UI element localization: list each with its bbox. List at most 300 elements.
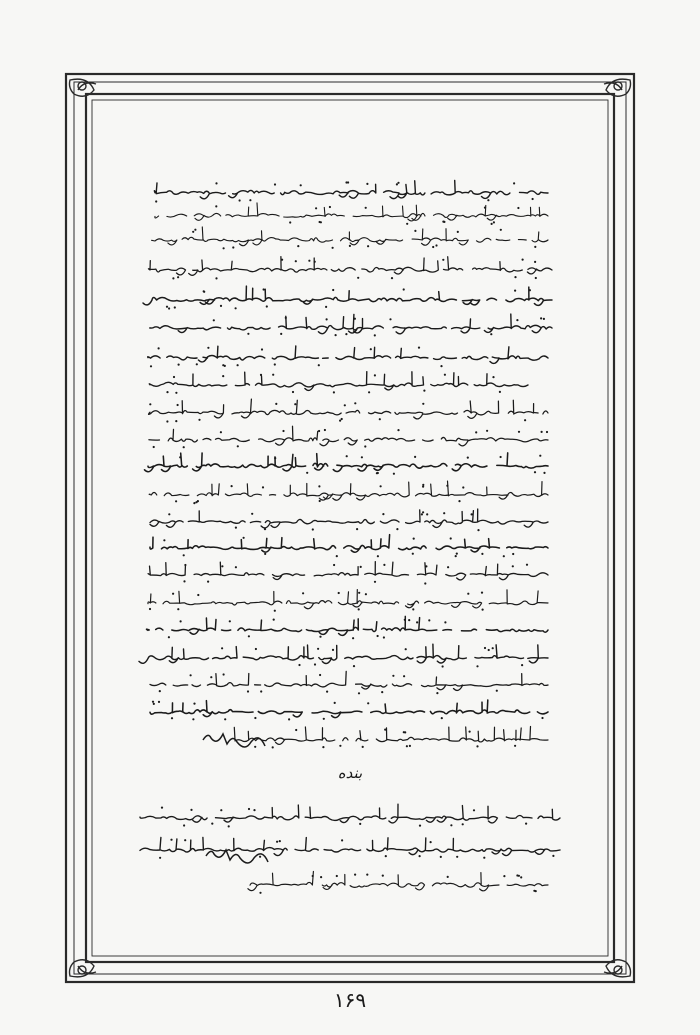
ink-dot (243, 537, 245, 539)
ink-dot (405, 648, 407, 650)
handwritten-line (148, 257, 552, 280)
ink-dot (294, 403, 296, 405)
ink-dot (177, 404, 179, 406)
ink-dot (295, 260, 297, 262)
ink-dot (308, 260, 310, 262)
handwritten-line (148, 346, 548, 367)
handwritten-line (149, 372, 528, 394)
ink-dot (318, 485, 320, 487)
ink-dot (183, 446, 185, 448)
ink-dot (447, 876, 449, 878)
ink-dot (500, 456, 502, 458)
ink-dot (532, 198, 534, 200)
ink-dot (467, 457, 469, 459)
ink-dot (168, 513, 170, 515)
ink-dot (356, 528, 358, 530)
ink-dot (221, 565, 223, 567)
ink-dot (358, 592, 360, 594)
ink-dot (215, 277, 217, 279)
ink-dot (412, 608, 414, 610)
ink-dot (326, 318, 328, 320)
ink-dot (220, 305, 222, 307)
page-number: ۱۶۹ (333, 988, 367, 1012)
ink-dot (365, 593, 367, 595)
ink-dot (493, 221, 495, 223)
ink-dot (421, 513, 423, 515)
ink-dot (442, 665, 444, 667)
ink-dot (152, 701, 154, 703)
ink-dot (382, 875, 384, 877)
ink-dot (223, 247, 225, 249)
ink-dot (183, 580, 185, 582)
ink-dot (220, 809, 222, 811)
ink-dot (543, 318, 545, 320)
ink-dot (158, 347, 160, 349)
signature (206, 850, 268, 863)
ink-dot (336, 555, 338, 557)
handwritten-line (154, 180, 548, 202)
ink-dot (534, 246, 536, 248)
ink-dot (264, 528, 266, 530)
ink-dot (159, 857, 161, 859)
ink-dot (272, 746, 274, 748)
ink-dot (383, 564, 385, 566)
ink-dot (319, 636, 321, 638)
ink-dot (178, 364, 180, 366)
ink-dot (314, 261, 316, 263)
ink-dot (473, 809, 475, 811)
ink-dot (332, 289, 334, 291)
ink-dot (416, 621, 418, 623)
handwritten-line (144, 509, 548, 531)
ink-dot (354, 318, 356, 320)
ink-dot (409, 745, 411, 747)
ink-dot (522, 259, 524, 261)
ink-dot (476, 745, 478, 747)
ink-dot (345, 181, 347, 183)
ink-dot (333, 391, 335, 393)
handwritten-line (143, 286, 552, 310)
ink-dot (367, 702, 369, 704)
ink-dot (492, 647, 494, 649)
ink-dot (462, 823, 464, 825)
ink-dot (500, 229, 502, 231)
ink-dot (197, 500, 199, 502)
ink-dot (171, 717, 173, 719)
ink-dot (166, 306, 168, 308)
ink-dot (332, 247, 334, 249)
ink-dot (280, 333, 282, 335)
ink-dot (184, 839, 186, 841)
ink-dot (211, 823, 213, 825)
ink-dot (335, 334, 337, 336)
ink-dot (491, 223, 493, 225)
ink-dot (425, 565, 427, 567)
ink-dot (235, 566, 237, 568)
ink-dot (443, 512, 445, 514)
ink-dot (177, 276, 179, 278)
ink-dot (341, 418, 343, 420)
ink-dot (392, 675, 394, 677)
ink-dot (254, 746, 256, 748)
ink-dot (384, 729, 386, 731)
ink-dot (352, 637, 354, 639)
ink-dot (397, 182, 399, 184)
ink-dot (193, 502, 195, 504)
ink-dot (403, 675, 405, 677)
ink-dot (292, 391, 294, 393)
postscript-line (140, 804, 560, 827)
ink-dot (196, 363, 198, 365)
handwritten-line (150, 535, 548, 558)
ink-dot (541, 717, 543, 719)
ink-dot (282, 430, 284, 432)
ink-dot (436, 692, 438, 694)
ink-dot (517, 207, 519, 209)
ink-dot (253, 809, 255, 811)
ink-dot (274, 183, 276, 185)
ink-dot (261, 348, 263, 350)
ink-dot (442, 221, 444, 223)
ink-dot (374, 581, 376, 583)
ink-dot (471, 513, 473, 515)
ink-dot (318, 364, 320, 366)
ink-dot (447, 566, 449, 568)
ink-dot (440, 365, 442, 367)
ink-dot (367, 245, 369, 247)
ink-dot (456, 553, 458, 555)
ink-dot (541, 431, 543, 433)
ink-dot (215, 182, 217, 184)
ink-dot (149, 403, 151, 405)
ink-dot (273, 619, 275, 621)
ink-dot (312, 875, 314, 877)
postscript-heading: بنده (337, 764, 363, 782)
ink-dot (323, 718, 325, 720)
ink-dot (525, 823, 527, 825)
ink-dot (366, 874, 368, 876)
ink-dot (488, 649, 490, 651)
handwritten-line (234, 727, 548, 749)
ink-dot (190, 674, 192, 676)
ink-dot (266, 305, 268, 307)
postscript-line (248, 872, 548, 894)
ink-dot (166, 391, 168, 393)
ink-dot (406, 223, 408, 225)
ink-dot (264, 553, 266, 555)
ink-dot (520, 876, 522, 878)
ink-dot (170, 839, 172, 841)
ink-dot (341, 839, 343, 841)
ink-dot (518, 875, 520, 877)
ink-dot (380, 485, 382, 487)
ink-dot (486, 430, 488, 432)
ink-dot (336, 875, 338, 877)
ink-dot (228, 825, 230, 827)
ink-dot (456, 856, 458, 858)
ink-dot (222, 375, 224, 377)
ink-dot (444, 374, 446, 376)
ink-dot (404, 731, 406, 733)
ink-dot (374, 374, 376, 376)
ink-dot (535, 890, 537, 892)
ink-dot (368, 391, 370, 393)
ink-dot (422, 511, 424, 513)
ink-dot (274, 363, 276, 365)
ink-dot (320, 221, 322, 223)
ink-dot (177, 608, 179, 610)
postscript-line (132, 837, 560, 859)
ink-dot (168, 636, 170, 638)
ink-dot (319, 674, 321, 676)
ink-dot (231, 485, 233, 487)
ink-dot (329, 206, 331, 208)
ink-dot (289, 221, 291, 223)
ink-dot (324, 429, 326, 431)
ink-dot (503, 555, 505, 557)
ink-dot (180, 620, 182, 622)
ink-dot (221, 647, 223, 649)
ink-dot (499, 391, 501, 393)
ink-dot (444, 621, 446, 623)
ink-dot (412, 553, 414, 555)
ink-dot (207, 347, 209, 349)
ink-dot (322, 746, 324, 748)
ink-dot (150, 365, 152, 367)
ink-dot (203, 290, 205, 292)
ink-dot (475, 431, 477, 433)
ink-dot (374, 334, 376, 336)
ink-dot (450, 537, 452, 539)
ink-dot (339, 420, 341, 422)
ink-dot (440, 856, 442, 858)
ink-dot (232, 246, 234, 248)
ink-dot (543, 472, 545, 474)
ink-dot (192, 231, 194, 233)
ink-dot (441, 717, 443, 719)
ink-dot (492, 376, 494, 378)
ink-dot (274, 610, 276, 612)
ink-dot (476, 665, 478, 667)
ink-dot (259, 856, 261, 858)
handwritten-line (150, 700, 548, 721)
ink-dot (450, 824, 452, 826)
ink-dot (239, 199, 241, 201)
ink-dot (272, 374, 274, 376)
ink-dot (426, 513, 428, 515)
ink-dot (149, 608, 151, 610)
ink-dot (362, 746, 364, 748)
ink-dot (193, 703, 195, 705)
ink-dot (458, 500, 460, 502)
ink-dot (298, 664, 300, 666)
ink-dot (179, 456, 181, 458)
ink-dot (422, 484, 424, 486)
ink-dot (248, 635, 250, 637)
ink-dot (359, 823, 361, 825)
ink-dot (521, 664, 523, 666)
ink-dot (161, 807, 163, 809)
ink-dot (344, 404, 346, 406)
ink-dot (317, 648, 319, 650)
ink-dot (315, 207, 317, 209)
ink-dot (432, 246, 434, 248)
ink-dot (487, 199, 489, 201)
ink-dot (259, 892, 261, 894)
ink-dot (361, 456, 363, 458)
ink-dot (358, 608, 360, 610)
ink-dot (419, 855, 421, 857)
ink-dot (393, 473, 395, 475)
ink-dot (428, 619, 430, 621)
ink-dot (377, 472, 379, 474)
ink-dot (173, 376, 175, 378)
ink-dot (423, 390, 425, 392)
handwritten-line (149, 399, 548, 423)
ink-dot (424, 582, 426, 584)
ink-dot (263, 288, 265, 290)
ink-dot (175, 420, 177, 422)
ink-dot (396, 528, 398, 530)
ink-dot (248, 808, 250, 810)
ink-dot (224, 718, 226, 720)
ink-dot (481, 592, 483, 594)
ink-dot (482, 609, 484, 611)
ink-dot (223, 673, 225, 675)
ink-dot (198, 419, 200, 421)
ink-dot (419, 825, 421, 827)
ink-dot (235, 307, 237, 309)
ink-dot (213, 319, 215, 321)
ink-dot (365, 207, 367, 209)
ink-dot (490, 333, 492, 335)
ink-dot (484, 647, 486, 649)
ink-dot (300, 184, 302, 186)
handwritten-line (155, 203, 548, 225)
ink-dot (297, 245, 299, 247)
ink-dot (281, 259, 283, 261)
ink-dot (364, 445, 366, 447)
ink-dot (345, 333, 347, 335)
ink-dot (524, 419, 526, 421)
ink-dot (174, 306, 176, 308)
ink-dot (552, 855, 554, 857)
ink-dot (514, 276, 516, 278)
handwritten-line (140, 426, 548, 448)
ink-dot (247, 690, 249, 692)
ink-dot (462, 486, 464, 488)
ink-dot (262, 486, 264, 488)
handwritten-line (150, 314, 552, 336)
handwritten-line (152, 227, 548, 249)
ink-dot (381, 691, 383, 693)
ink-dot (477, 529, 479, 531)
ink-dot (229, 620, 231, 622)
ink-dot (320, 876, 322, 878)
ink-dot (318, 430, 320, 432)
ink-dot (172, 593, 174, 595)
ink-dot (184, 564, 186, 566)
ink-dot (334, 702, 336, 704)
ink-dot (379, 418, 381, 420)
ink-dot (222, 364, 224, 366)
ink-dot (529, 289, 531, 291)
ink-dot (469, 731, 471, 733)
ink-dot (325, 306, 327, 308)
ink-dot (414, 230, 416, 232)
ink-dot (275, 403, 277, 405)
ink-dot (435, 244, 437, 246)
ink-dot (183, 824, 185, 826)
ink-dot (357, 277, 359, 279)
ink-dot (346, 455, 348, 457)
handwritten-line (146, 616, 548, 639)
ink-dot (483, 857, 485, 859)
ink-dot (366, 183, 368, 185)
ink-dot (251, 513, 253, 515)
ink-dot (377, 555, 379, 557)
ink-dot (467, 593, 469, 595)
ink-dot (360, 566, 362, 568)
ink-dot (481, 553, 483, 555)
ink-dot (168, 307, 170, 309)
ink-dot (172, 277, 174, 279)
ink-dot (385, 855, 387, 857)
ink-dot (306, 472, 308, 474)
handwritten-line (148, 590, 548, 612)
ink-dot (358, 692, 360, 694)
ink-dot (546, 431, 548, 433)
ink-dot (418, 347, 420, 349)
ink-dot (534, 261, 536, 263)
ink-dot (175, 392, 177, 394)
ink-dot (237, 445, 239, 447)
ink-dot (512, 565, 514, 567)
ink-dot (513, 182, 515, 184)
ink-dot (197, 594, 199, 596)
ink-dot (166, 420, 168, 422)
ink-dot (235, 527, 237, 529)
ink-dot (247, 333, 249, 335)
ink-dot (319, 500, 321, 502)
ink-dot (332, 649, 334, 651)
ink-dot (377, 635, 379, 637)
ink-dot (496, 690, 498, 692)
handwritten-line (139, 644, 548, 667)
ink-dot (153, 446, 155, 448)
ink-dot (406, 745, 408, 747)
ink-dot (396, 183, 398, 185)
ink-dot (260, 374, 262, 376)
ink-dot (279, 840, 281, 842)
ink-dot (295, 729, 297, 731)
ink-dot (249, 199, 251, 201)
ink-dot (442, 259, 444, 261)
ink-dot (207, 581, 209, 583)
ink-dot (163, 539, 165, 541)
ink-dot (430, 841, 432, 843)
ink-dot (158, 701, 160, 703)
ink-dot (516, 319, 518, 321)
ink-dot (526, 564, 528, 566)
ink-dot (422, 403, 424, 405)
ink-dot (338, 592, 340, 594)
ink-dot (512, 553, 514, 555)
ink-dot (159, 690, 161, 692)
ink-dot (446, 485, 448, 487)
ink-dot (312, 528, 314, 530)
ink-dot (155, 200, 157, 202)
